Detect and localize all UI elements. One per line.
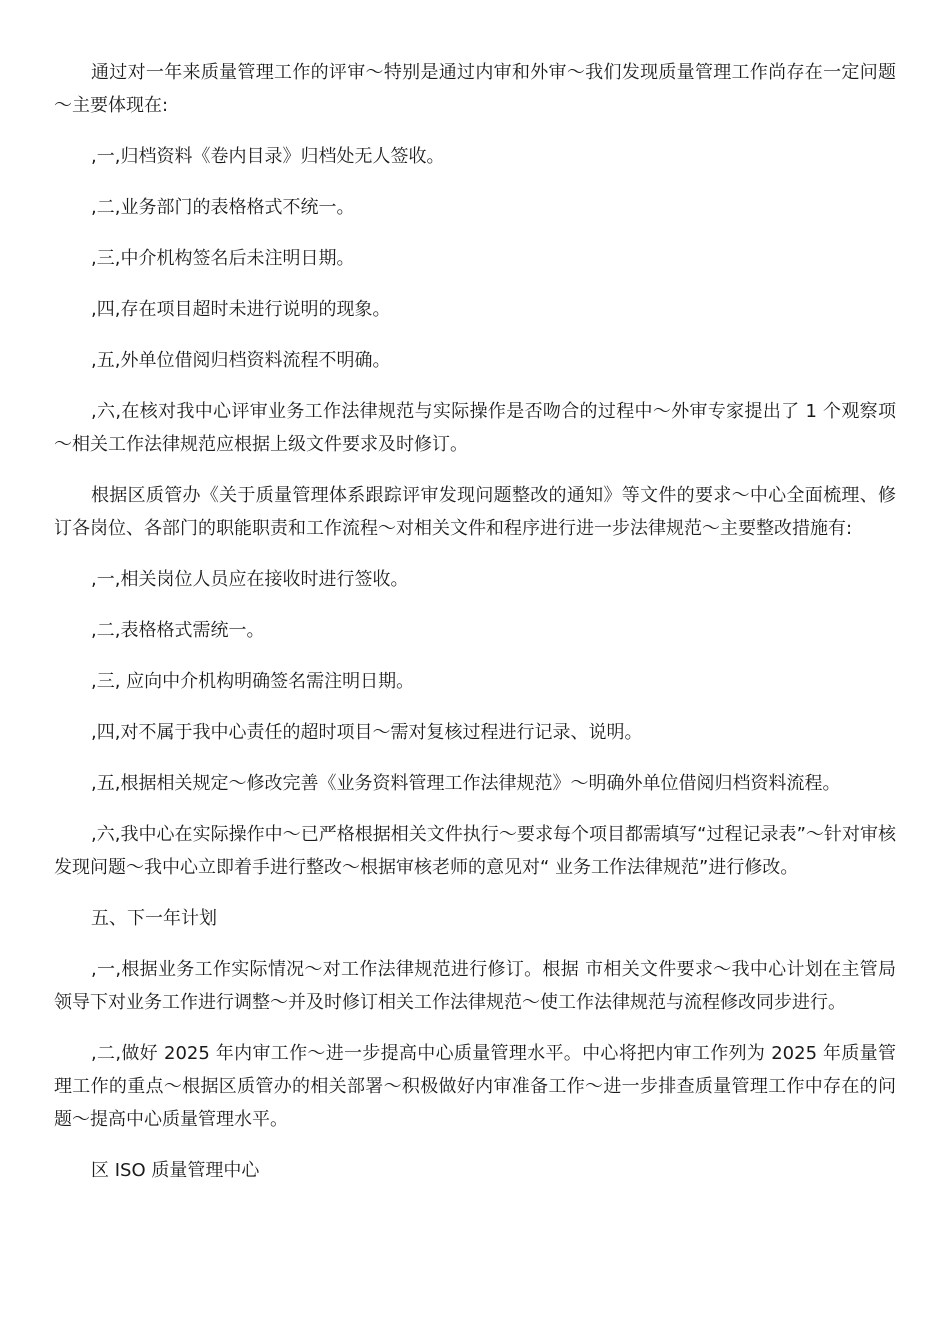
measure-item-1: ,一,相关岗位人员应在接收时进行签收。	[91, 569, 409, 590]
measure-item-2: ,二,表格格式需统一。	[91, 620, 265, 641]
section-heading-next-year-plan: 五、下一年计划	[91, 908, 217, 929]
measure-item-6: ,六,我中心在实际操作中～已严格根据相关文件执行～要求每个项目都需填写“过程记录表”～针对审核发现问题～我中心立即着手进行整改～根据审核老师的意见对“ 业务工作法律规范”进行修改。	[54, 824, 896, 878]
measure-item-5: ,五,根据相关规定～修改完善《业务资料管理工作法律规范》～明确外单位借阅归档资料流程。	[91, 773, 841, 794]
measure-item-3: ,三, 应向中介机构明确签名需注明日期。	[91, 671, 415, 692]
problem-item-5: ,五,外单位借阅归档资料流程不明确。	[91, 350, 391, 371]
plan-item-2: ,二,做好 2025 年内审工作～进一步提高中心质量管理水平。中心将把内审工作列为 2025 年质量管理工作的重点～根据区质管办的相关部署～积极做好内审准备工作～进一步排查质量管理工作中存在的问题～提高中心质量管理水平。	[54, 1043, 896, 1130]
problem-item-1: ,一,归档资料《卷内目录》归档处无人签收。	[91, 146, 445, 167]
problem-item-4: ,四,存在项目超时未进行说明的现象。	[91, 299, 391, 320]
problem-item-2: ,二,业务部门的表格格式不统一。	[91, 197, 355, 218]
rectification-intro-paragraph: 根据区质管办《关于质量管理体系跟踪评审发现问题整改的通知》等文件的要求～中心全面梳理、修订各岗位、各部门的职能职责和工作流程～对相关文件和程序进行进一步法律规范～主要整改措施有:	[54, 485, 896, 539]
intro-paragraph: 通过对一年来质量管理工作的评审～特别是通过内审和外审～我们发现质量管理工作尚存在一定问题～主要体现在:	[54, 62, 896, 116]
problem-item-3: ,三,中介机构签名后未注明日期。	[91, 248, 355, 269]
plan-item-1: ,一,根据业务工作实际情况～对工作法律规范进行修订。根据 市相关文件要求～我中心计划在主管局领导下对业务工作进行调整～并及时修订相关工作法律规范～使工作法律规范与流程修改同步进行。	[54, 959, 896, 1013]
measure-item-4: ,四,对不属于我中心责任的超时项目～需对复核过程进行记录、说明。	[91, 722, 643, 743]
problem-item-6: ,六,在核对我中心评审业务工作法律规范与实际操作是否吻合的过程中～外审专家提出了 1 个观察项～相关工作法律规范应根据上级文件要求及时修订。	[54, 401, 896, 455]
signature-organization: 区 ISO 质量管理中心	[91, 1160, 260, 1181]
